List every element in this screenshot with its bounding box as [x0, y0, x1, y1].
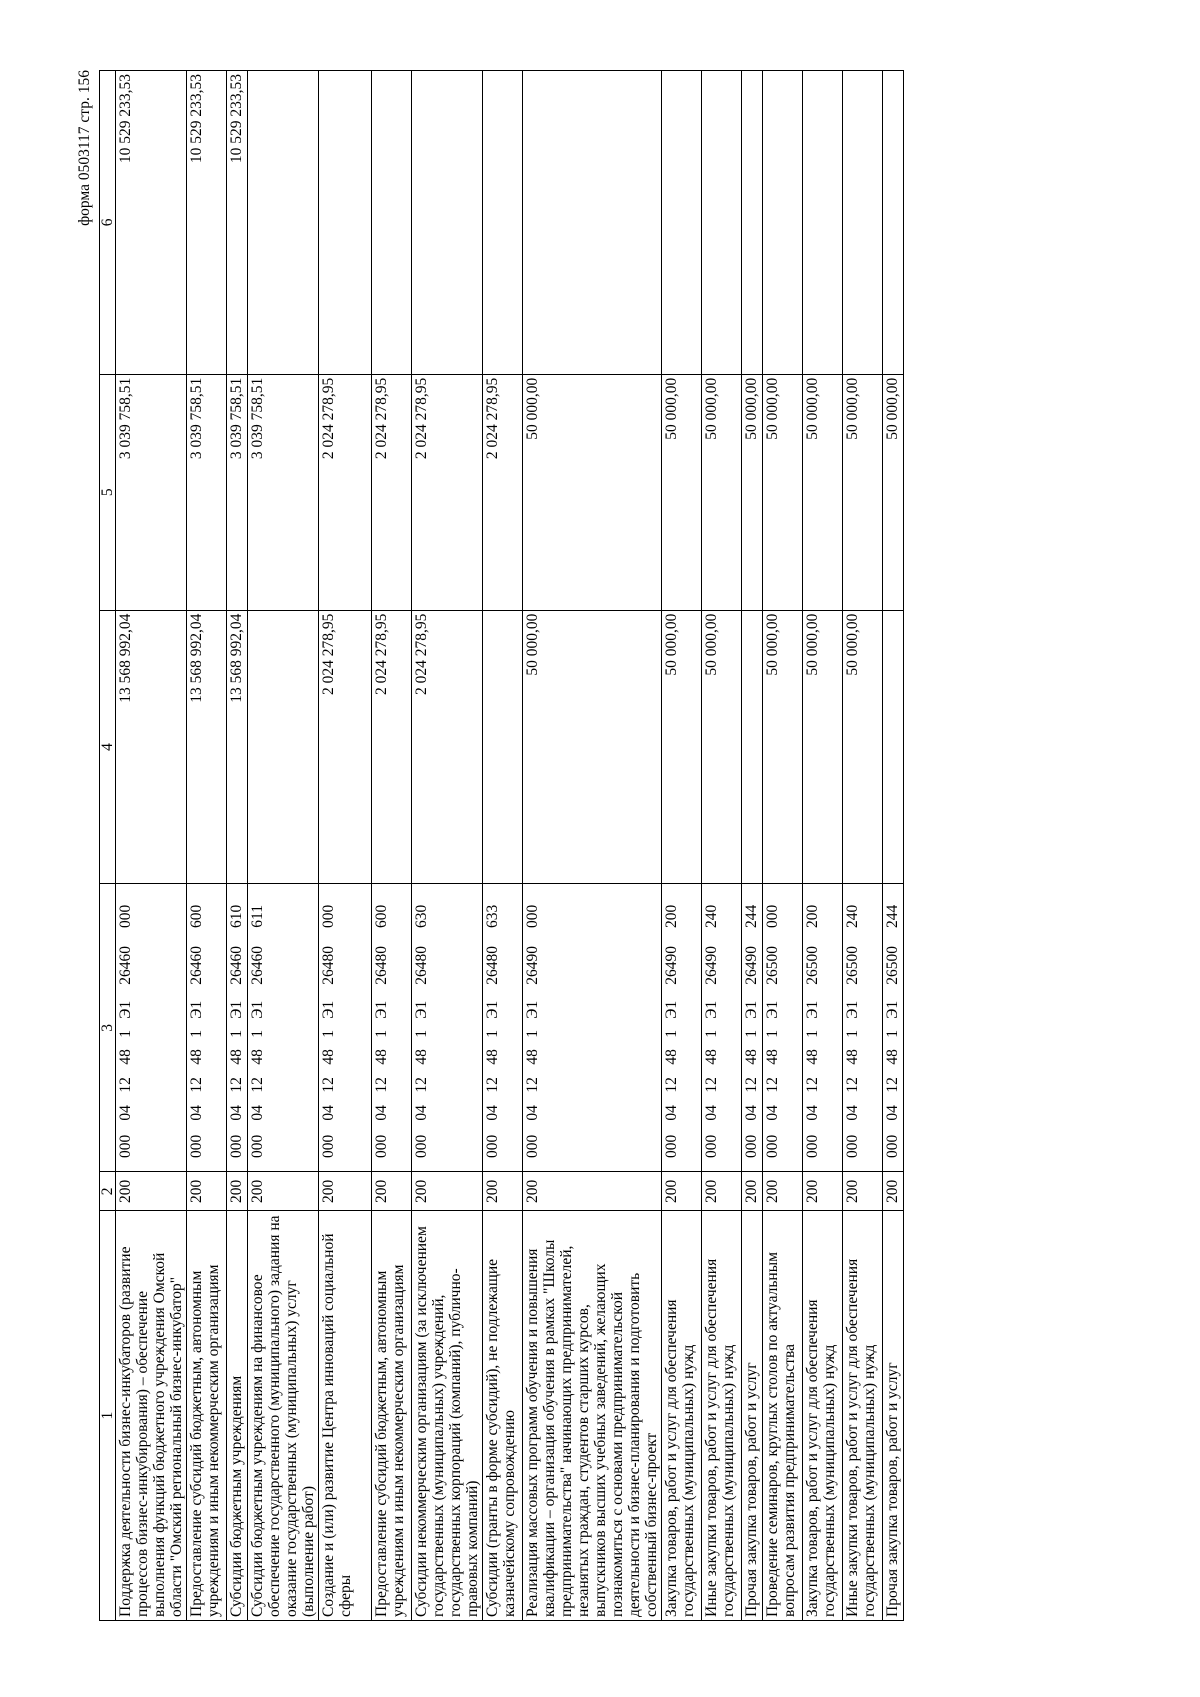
- code-segment: 000: [188, 1134, 205, 1158]
- code-segment: 000: [524, 1134, 541, 1158]
- code-segment: 240: [703, 904, 720, 928]
- code-segment: 1: [743, 1029, 760, 1038]
- code-segment: 48: [703, 1049, 720, 1065]
- code-segment: 1: [844, 1029, 861, 1038]
- code-segment: 26480: [484, 945, 501, 985]
- table-row: [227, 71, 248, 1621]
- row-executed: 50 000,00: [662, 374, 702, 610]
- code-segment: 48: [373, 1049, 390, 1065]
- code-segment: 26460: [228, 945, 245, 985]
- row-executed: 50 000,00: [702, 374, 742, 610]
- code-segment: 12: [484, 1077, 501, 1093]
- code-segment: 12: [413, 1077, 430, 1093]
- code-segment: Э1: [249, 1000, 266, 1019]
- table-row: [319, 71, 372, 1621]
- row-line-code: 200: [763, 1172, 803, 1211]
- row-line-code: 200: [742, 1172, 763, 1211]
- code-segment: 26460: [249, 945, 266, 985]
- code-segment: 1: [117, 1029, 134, 1038]
- code-segment: 26500: [764, 945, 781, 985]
- code-segment: 000: [703, 1134, 720, 1158]
- row-executed: 3 039 758,51: [248, 374, 319, 610]
- row-budget-code: [662, 884, 702, 1172]
- table-row: [843, 71, 883, 1621]
- row-unexecuted: [483, 71, 523, 375]
- code-segment: 000: [320, 1134, 337, 1158]
- table-row: [702, 71, 742, 1621]
- row-line-code: 200: [843, 1172, 883, 1211]
- code-segment: 12: [188, 1077, 205, 1093]
- code-segment: 26500: [804, 945, 821, 985]
- code-segment: 04: [743, 1105, 760, 1121]
- code-segment: 000: [484, 1134, 501, 1158]
- row-line-code: 200: [116, 1172, 187, 1211]
- row-approved: 50 000,00: [523, 610, 662, 884]
- code-segment: 26460: [188, 945, 205, 985]
- code-segment: 000: [249, 1134, 266, 1158]
- row-approved: 50 000,00: [763, 610, 803, 884]
- code-segment: 04: [764, 1105, 781, 1121]
- code-segment: 000: [884, 1134, 901, 1158]
- code-segment: 1: [703, 1029, 720, 1038]
- row-line-code: 200: [248, 1172, 319, 1211]
- code-segment: 600: [188, 904, 205, 928]
- row-budget-code: [372, 884, 412, 1172]
- code-segment: Э1: [743, 1000, 760, 1019]
- code-segment: 000: [844, 1134, 861, 1158]
- row-name: Закупка товаров, работ и услуг для обеспечения государственных (муниципальных) нужд: [803, 1211, 843, 1621]
- code-segment: Э1: [663, 1000, 680, 1019]
- code-segment: 48: [484, 1049, 501, 1065]
- code-segment: Э1: [484, 1000, 501, 1019]
- code-segment: Э1: [228, 1000, 245, 1019]
- budget-table: [99, 70, 904, 1621]
- code-segment: 1: [188, 1029, 205, 1038]
- table-row: [412, 71, 483, 1621]
- code-segment: Э1: [844, 1000, 861, 1019]
- code-segment: 12: [117, 1077, 134, 1093]
- row-unexecuted: 10 529 233,53: [187, 71, 227, 375]
- row-approved: [483, 610, 523, 884]
- table-row: [248, 71, 319, 1621]
- code-segment: 26500: [844, 945, 861, 985]
- code-segment: 000: [764, 1134, 781, 1158]
- code-segment: 04: [804, 1105, 821, 1121]
- row-executed: 3 039 758,51: [187, 374, 227, 610]
- code-segment: 04: [320, 1105, 337, 1121]
- row-budget-code: [483, 884, 523, 1172]
- row-budget-code: [248, 884, 319, 1172]
- code-segment: 12: [524, 1077, 541, 1093]
- code-segment: Э1: [117, 1000, 134, 1019]
- row-name: Субсидии (гранты в форме субсидий), не подлежащие казначейскому сопровождению: [483, 1211, 523, 1621]
- row-budget-code: [883, 884, 904, 1172]
- row-approved: 50 000,00: [803, 610, 843, 884]
- code-segment: 04: [484, 1105, 501, 1121]
- code-segment: 48: [764, 1049, 781, 1065]
- code-segment: 12: [373, 1077, 390, 1093]
- row-line-code: 200: [483, 1172, 523, 1211]
- row-name: Субсидии некоммерческим организациям (за исключением государственных (муниципальных) учреждений, государственных корпораций (компаний), публично-правовых компаний): [412, 1211, 483, 1621]
- code-segment: 48: [320, 1049, 337, 1065]
- row-name: Субсидии бюджетным учреждениям: [227, 1211, 248, 1621]
- row-approved: 2 024 278,95: [372, 610, 412, 884]
- code-segment: 26500: [884, 945, 901, 985]
- row-line-code: 200: [523, 1172, 662, 1211]
- code-segment: 240: [844, 904, 861, 928]
- code-segment: Э1: [764, 1000, 781, 1019]
- code-segment: 1: [373, 1029, 390, 1038]
- code-segment: Э1: [804, 1000, 821, 1019]
- code-segment: 48: [188, 1049, 205, 1065]
- row-budget-code: [523, 884, 662, 1172]
- header-row: [100, 71, 116, 1621]
- row-executed: 50 000,00: [883, 374, 904, 610]
- row-approved: 13 568 992,04: [227, 610, 248, 884]
- row-name: Предоставление субсидий бюджетным, автономным учреждениям и иным некоммерческим организациям: [372, 1211, 412, 1621]
- row-approved: 2 024 278,95: [319, 610, 372, 884]
- col-header-1: 1: [100, 1211, 116, 1621]
- code-segment: Э1: [884, 1000, 901, 1019]
- code-segment: 12: [743, 1077, 760, 1093]
- row-line-code: 200: [372, 1172, 412, 1211]
- table-row: [372, 71, 412, 1621]
- code-segment: 26480: [320, 945, 337, 985]
- table-row: [662, 71, 702, 1621]
- row-budget-code: [187, 884, 227, 1172]
- code-segment: 12: [228, 1077, 245, 1093]
- code-segment: 1: [228, 1029, 245, 1038]
- code-segment: 1: [413, 1029, 430, 1038]
- row-approved: [883, 610, 904, 884]
- row-budget-code: [116, 884, 187, 1172]
- code-segment: 000: [743, 1134, 760, 1158]
- row-budget-code: [227, 884, 248, 1172]
- code-segment: 1: [484, 1029, 501, 1038]
- code-segment: 48: [743, 1049, 760, 1065]
- row-unexecuted: [803, 71, 843, 375]
- code-segment: 04: [413, 1105, 430, 1121]
- row-name: Прочая закупка товаров, работ и услуг: [883, 1211, 904, 1621]
- code-segment: 26460: [117, 945, 134, 985]
- code-segment: 04: [373, 1105, 390, 1121]
- code-segment: 1: [663, 1029, 680, 1038]
- row-name: Проведение семинаров, круглых столов по актуальным вопросам развития предпринимательства: [763, 1211, 803, 1621]
- code-segment: 600: [373, 904, 390, 928]
- row-approved: 50 000,00: [843, 610, 883, 884]
- table-row: [883, 71, 904, 1621]
- row-approved: 2 024 278,95: [412, 610, 483, 884]
- code-segment: 48: [524, 1049, 541, 1065]
- row-executed: 2 024 278,95: [319, 374, 372, 610]
- row-unexecuted: [883, 71, 904, 375]
- row-executed: 50 000,00: [763, 374, 803, 610]
- row-approved: 13 568 992,04: [187, 610, 227, 884]
- table-row: [483, 71, 523, 1621]
- code-segment: 04: [844, 1105, 861, 1121]
- col-header-5: 5: [100, 374, 116, 610]
- row-unexecuted: 10 529 233,53: [227, 71, 248, 375]
- row-executed: 2 024 278,95: [412, 374, 483, 610]
- code-segment: 12: [804, 1077, 821, 1093]
- code-segment: 48: [804, 1049, 821, 1065]
- row-line-code: 200: [662, 1172, 702, 1211]
- code-segment: 48: [228, 1049, 245, 1065]
- row-line-code: 200: [187, 1172, 227, 1211]
- row-executed: 3 039 758,51: [116, 374, 187, 610]
- form-number-label: форма 0503117 стр. 156: [76, 70, 93, 226]
- row-executed: 2 024 278,95: [372, 374, 412, 610]
- row-line-code: 200: [883, 1172, 904, 1211]
- table-row: [742, 71, 763, 1621]
- code-segment: 04: [663, 1105, 680, 1121]
- row-unexecuted: [412, 71, 483, 375]
- code-segment: Э1: [524, 1000, 541, 1019]
- row-budget-code: [803, 884, 843, 1172]
- row-name: Реализация массовых программ обучения и повышения квалификации – организация обучения в рамках "Школы предпринимательства" начинающих предпринимателей, незанятых граждан, студентов старших курсов, выпускников высших учебных заведений, желающих познакомиться с основами предпринимательской деятельности и бизнес-планирования и подготовить собственный бизнес-проект: [523, 1211, 662, 1621]
- row-unexecuted: [523, 71, 662, 375]
- code-segment: 26480: [373, 945, 390, 985]
- table-row: [116, 71, 187, 1621]
- code-segment: 48: [884, 1049, 901, 1065]
- code-segment: 04: [188, 1105, 205, 1121]
- code-segment: Э1: [413, 1000, 430, 1019]
- table-row: [763, 71, 803, 1621]
- code-segment: 000: [117, 904, 134, 928]
- code-segment: 000: [524, 904, 541, 928]
- row-line-code: 200: [412, 1172, 483, 1211]
- code-segment: 1: [884, 1029, 901, 1038]
- code-segment: 04: [884, 1105, 901, 1121]
- code-segment: 12: [703, 1077, 720, 1093]
- row-name: Поддержка деятельности бизнес-инкубаторов (развитие процессов бизнес-инкубирования) – обеспечение выполнения функций бюджетного учреждения Омской области "Омский региональный бизнес-инкубатор": [116, 1211, 187, 1621]
- row-executed: 3 039 758,51: [227, 374, 248, 610]
- row-budget-code: [412, 884, 483, 1172]
- code-segment: 12: [249, 1077, 266, 1093]
- code-segment: 48: [413, 1049, 430, 1065]
- table-row: [523, 71, 662, 1621]
- code-segment: Э1: [188, 1000, 205, 1019]
- code-segment: 26490: [524, 945, 541, 985]
- row-approved: 50 000,00: [662, 610, 702, 884]
- row-executed: 50 000,00: [843, 374, 883, 610]
- row-line-code: 200: [227, 1172, 248, 1211]
- code-segment: Э1: [703, 1000, 720, 1019]
- row-executed: 2 024 278,95: [483, 374, 523, 610]
- code-segment: 633: [484, 904, 501, 928]
- row-budget-code: [763, 884, 803, 1172]
- row-name: Закупка товаров, работ и услуг для обеспечения государственных (муниципальных) нужд: [662, 1211, 702, 1621]
- col-header-4: 4: [100, 610, 116, 884]
- code-segment: 12: [320, 1077, 337, 1093]
- row-budget-code: [319, 884, 372, 1172]
- row-line-code: 200: [319, 1172, 372, 1211]
- table-body: [116, 71, 904, 1621]
- row-approved: [248, 610, 319, 884]
- code-segment: 000: [413, 1134, 430, 1158]
- row-budget-code: [843, 884, 883, 1172]
- table-row: [187, 71, 227, 1621]
- row-line-code: 200: [803, 1172, 843, 1211]
- row-unexecuted: [742, 71, 763, 375]
- row-unexecuted: [662, 71, 702, 375]
- code-segment: 610: [228, 904, 245, 928]
- code-segment: 1: [524, 1029, 541, 1038]
- code-segment: 12: [844, 1077, 861, 1093]
- row-executed: 50 000,00: [523, 374, 662, 610]
- code-segment: 000: [663, 1134, 680, 1158]
- row-unexecuted: [248, 71, 319, 375]
- row-unexecuted: [843, 71, 883, 375]
- code-segment: 12: [663, 1077, 680, 1093]
- code-segment: 200: [663, 904, 680, 928]
- code-segment: 000: [373, 1134, 390, 1158]
- code-segment: 1: [764, 1029, 781, 1038]
- code-segment: 04: [228, 1105, 245, 1121]
- row-line-code: 200: [702, 1172, 742, 1211]
- row-executed: 50 000,00: [803, 374, 843, 610]
- row-name: Иные закупки товаров, работ и услуг для обеспечения государственных (муниципальных) нужд: [702, 1211, 742, 1621]
- row-name: Предоставление субсидий бюджетным, автономным учреждениям и иным некоммерческим организациям: [187, 1211, 227, 1621]
- row-unexecuted: [319, 71, 372, 375]
- code-segment: 48: [844, 1049, 861, 1065]
- code-segment: 000: [320, 904, 337, 928]
- code-segment: 26490: [743, 945, 760, 985]
- code-segment: 611: [249, 905, 266, 928]
- code-segment: 04: [524, 1105, 541, 1121]
- row-name: Прочая закупка товаров, работ и услуг: [742, 1211, 763, 1621]
- row-name: Субсидии бюджетным учреждениям на финансовое обеспечение государственного (муниципального) задания на оказание государственных (муниципальных) услуг (выполнение работ): [248, 1211, 319, 1621]
- table-row: [803, 71, 843, 1621]
- row-name: Создание и (или) развитие Центра инноваций социальной сферы: [319, 1211, 372, 1621]
- code-segment: 630: [413, 904, 430, 928]
- code-segment: 200: [804, 904, 821, 928]
- code-segment: Э1: [320, 1000, 337, 1019]
- col-header-2: 2: [100, 1172, 116, 1211]
- code-segment: 04: [703, 1105, 720, 1121]
- row-executed: 50 000,00: [742, 374, 763, 610]
- code-segment: 000: [764, 904, 781, 928]
- col-header-6: 6: [100, 71, 116, 375]
- row-budget-code: [742, 884, 763, 1172]
- code-segment: 26490: [703, 945, 720, 985]
- row-unexecuted: [702, 71, 742, 375]
- code-segment: 48: [249, 1049, 266, 1065]
- code-segment: 000: [117, 1134, 134, 1158]
- row-approved: 13 568 992,04: [116, 610, 187, 884]
- row-unexecuted: [372, 71, 412, 375]
- row-approved: [742, 610, 763, 884]
- row-budget-code: [702, 884, 742, 1172]
- code-segment: 1: [804, 1029, 821, 1038]
- code-segment: 12: [884, 1077, 901, 1093]
- rotated-page: [75, 70, 1133, 1621]
- code-segment: 04: [249, 1105, 266, 1121]
- row-name: Иные закупки товаров, работ и услуг для обеспечения государственных (муниципальных) нужд: [843, 1211, 883, 1621]
- code-segment: 26480: [413, 945, 430, 985]
- code-segment: 000: [228, 1134, 245, 1158]
- code-segment: 12: [764, 1077, 781, 1093]
- code-segment: 26490: [663, 945, 680, 985]
- code-segment: 04: [117, 1105, 134, 1121]
- row-approved: 50 000,00: [702, 610, 742, 884]
- row-unexecuted: [763, 71, 803, 375]
- row-unexecuted: 10 529 233,53: [116, 71, 187, 375]
- code-segment: 244: [743, 904, 760, 928]
- code-segment: 000: [804, 1134, 821, 1158]
- col-header-3: 3: [100, 884, 116, 1172]
- code-segment: 1: [320, 1029, 337, 1038]
- code-segment: 48: [117, 1049, 134, 1065]
- code-segment: 1: [249, 1029, 266, 1038]
- code-segment: 48: [663, 1049, 680, 1065]
- code-segment: Э1: [373, 1000, 390, 1019]
- code-segment: 244: [884, 904, 901, 928]
